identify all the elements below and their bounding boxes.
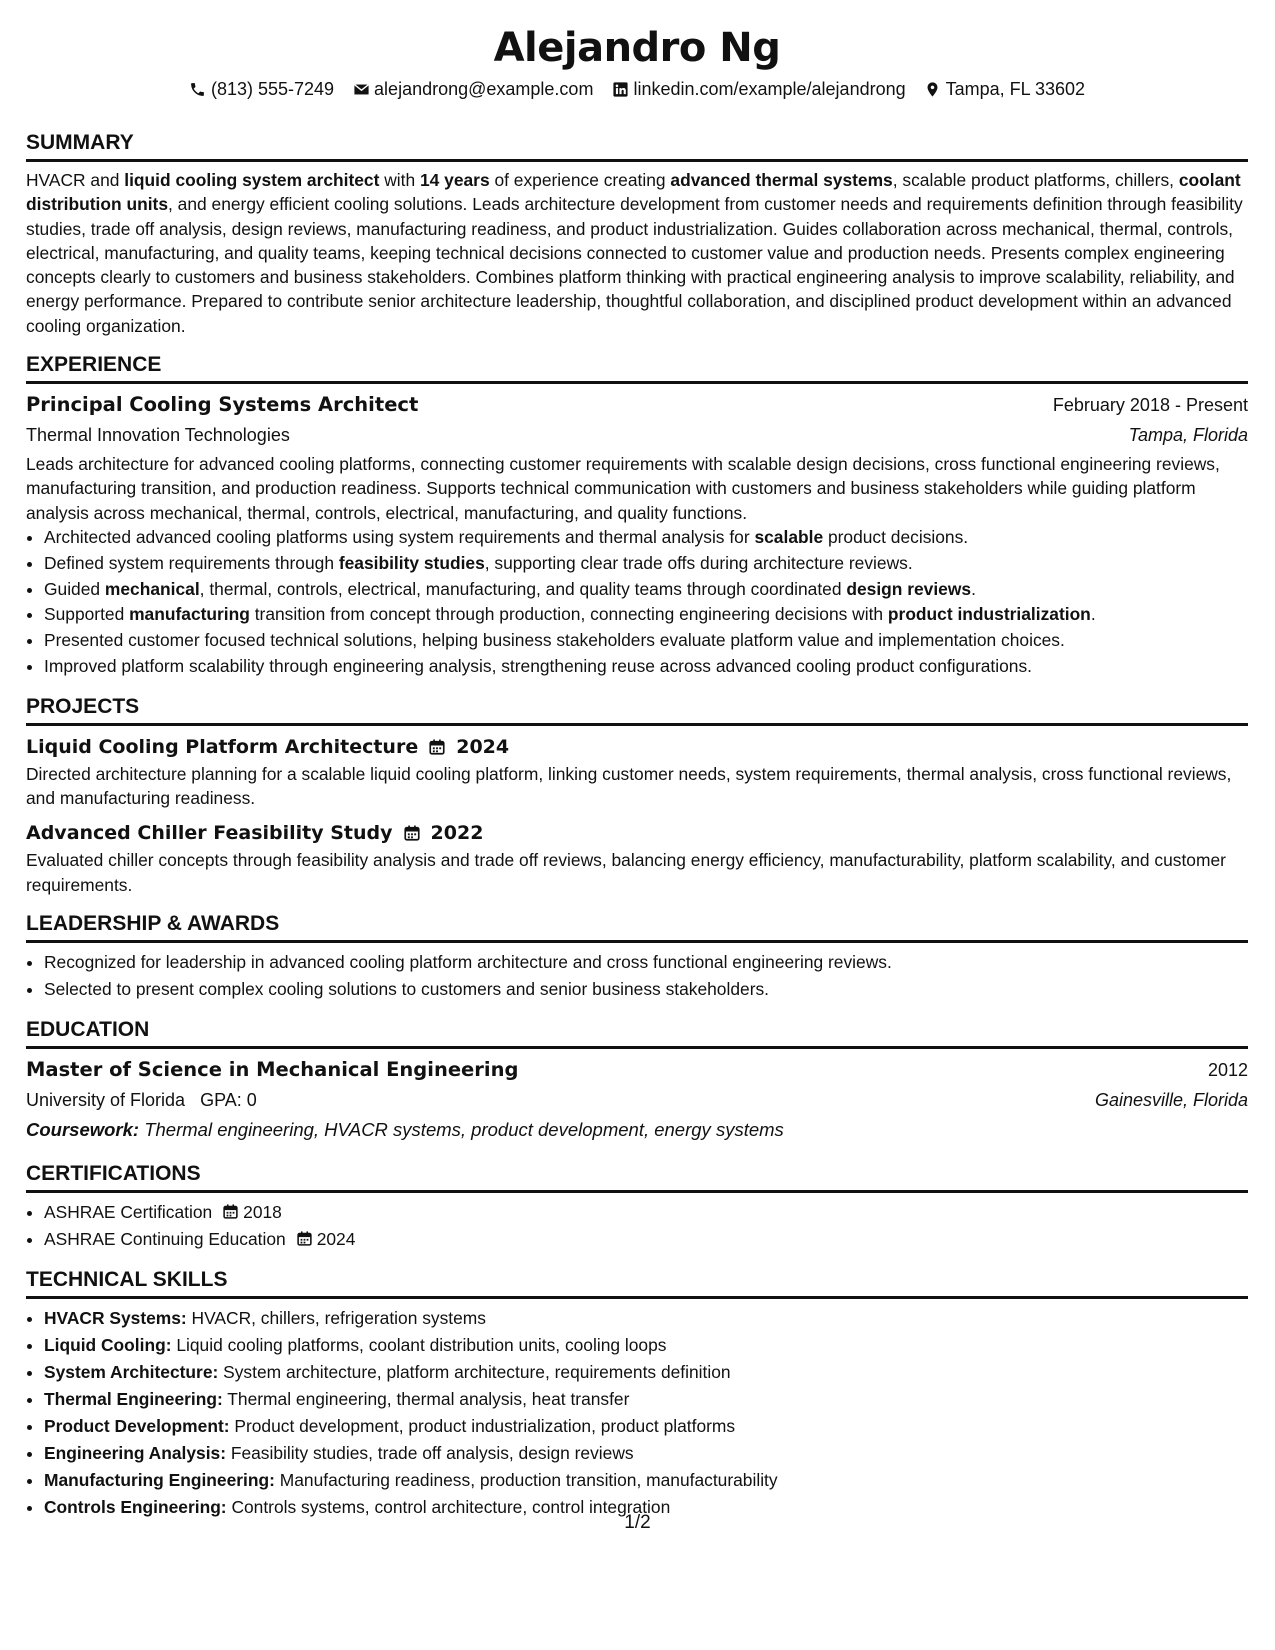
contact-phone bbox=[189, 76, 334, 102]
certification-name: ASHRAE Certification bbox=[44, 1201, 213, 1222]
experience-section bbox=[26, 352, 1248, 680]
location-text: Tampa, FL 33602 bbox=[945, 79, 1086, 99]
skill-label: Liquid Cooling: bbox=[44, 1334, 172, 1355]
list-item bbox=[44, 1226, 1248, 1253]
list-item: • Improved platform scalability through engineering analysis, strengthening reuse across advanced cooling product configurations. bbox=[44, 654, 1248, 680]
contact-bar bbox=[26, 76, 1248, 102]
certification-year: 2018 bbox=[243, 1201, 282, 1222]
phone-text: (813) 555-7249 bbox=[210, 79, 335, 99]
projects-section bbox=[26, 694, 1248, 897]
job-bullets bbox=[26, 525, 1248, 680]
section-title: SUMMARY bbox=[26, 130, 1248, 162]
list-item bbox=[44, 1386, 1248, 1413]
summary-text: HVACR and liquid cooling system architect with 14 years of experience creating advanced thermal systems, scalable product platforms, chillers, coolant distribution units, and energy efficient cooling solutions. Leads architecture development from customer needs and requirements definition through feasibility studies, trade off analysis, design reviews, manufacturing readiness, and product industrialization. Guides collaboration across mechanical, thermal, controls, electrical, manufacturing, and quality teams, keeping technical decisions connected to customer value and production needs. Presents complex engineering concepts clearly to customers and business stakeholders. Combines platform thinking with practical engineering analysis to improve scalability, reliability, and energy performance. Prepared to contribute senior architecture leadership, thoughtful collaboration, and disciplined product development within an advanced cooling organization. bbox=[26, 170, 1243, 336]
calendar-icon bbox=[403, 824, 421, 842]
section-title: LEADERSHIP & AWARDS bbox=[26, 911, 1248, 943]
summary-section bbox=[26, 130, 1248, 338]
envelope-icon bbox=[352, 80, 370, 98]
job-subheader bbox=[26, 420, 1248, 450]
list-item: • Recognized for leadership in advanced cooling platform architecture and cross functional engineering reviews. bbox=[44, 949, 1248, 976]
leadership-list bbox=[26, 949, 1248, 1003]
list-item: • Supported manufacturing transition from concept through production, connecting engineering decisions with product industrialization. bbox=[44, 602, 1248, 628]
skill-label: Engineering Analysis: bbox=[44, 1442, 226, 1463]
project-name: Advanced Chiller Feasibility Study bbox=[26, 822, 393, 845]
candidate-name: Alejandro Ng bbox=[493, 25, 781, 71]
project-name: Liquid Cooling Platform Architecture bbox=[26, 735, 419, 758]
list-item bbox=[44, 1413, 1248, 1440]
skill-values: Liquid cooling platforms, coolant distribution units, cooling loops bbox=[171, 1334, 667, 1355]
job-location: Tampa, Florida bbox=[1128, 425, 1248, 446]
contact-linkedin[interactable] bbox=[611, 76, 905, 102]
coursework-text: Thermal engineering, HVACR systems, product development, energy systems bbox=[139, 1118, 784, 1140]
education-section bbox=[26, 1017, 1248, 1145]
project-year: 2024 bbox=[456, 735, 510, 758]
job-description: Leads architecture for advanced cooling platforms, connecting customer requirements with scalable design decisions, cross functional engineering reviews, manufacturing transition, and production readiness. Supports technical communication with customers and business stakeholders while guiding platform analysis across mechanical, thermal, controls, electrical, manufacturing, and quality functions. bbox=[26, 454, 1220, 523]
graduation-year: 2012 bbox=[1207, 1059, 1248, 1080]
list-item bbox=[44, 1332, 1248, 1359]
project-header bbox=[26, 732, 1248, 762]
skill-values: Feasibility studies, trade off analysis, design reviews bbox=[226, 1442, 634, 1463]
education-subheader bbox=[26, 1085, 1248, 1115]
certification-name: ASHRAE Continuing Education bbox=[44, 1228, 286, 1249]
list-item: • Presented customer focused technical solutions, helping business stakeholders evaluate platform value and implementation choices. bbox=[44, 628, 1248, 654]
skill-values: System architecture, platform architecture, requirements definition bbox=[218, 1361, 731, 1382]
list-item: • Defined system requirements through feasibility studies, supporting clear trade offs during architecture reviews. bbox=[44, 551, 1248, 577]
skill-values: Thermal engineering, thermal analysis, heat transfer bbox=[222, 1388, 630, 1409]
degree: Master of Science in Mechanical Engineering bbox=[26, 1057, 519, 1081]
certification-list bbox=[26, 1199, 1248, 1253]
list-item bbox=[44, 1467, 1248, 1494]
list-item bbox=[44, 1440, 1248, 1467]
list-item: • Selected to present complex cooling solutions to customers and senior business stakeholders. bbox=[44, 976, 1248, 1003]
section-title: EXPERIENCE bbox=[26, 352, 1248, 384]
skill-label: Thermal Engineering: bbox=[44, 1388, 223, 1409]
skill-label: HVACR Systems: bbox=[44, 1307, 187, 1328]
resume-page bbox=[26, 20, 1248, 1521]
certifications-section bbox=[26, 1161, 1248, 1253]
list-item bbox=[44, 1305, 1248, 1332]
school-info bbox=[26, 1085, 257, 1115]
list-item: • Guided mechanical, thermal, controls, electrical, manufacturing, and quality teams through coordinated design reviews. bbox=[44, 577, 1248, 603]
linkedin-icon bbox=[611, 80, 629, 98]
gpa: GPA: 0 bbox=[200, 1089, 257, 1110]
job-header bbox=[26, 390, 1248, 420]
skill-values: Manufacturing readiness, production transition, manufacturability bbox=[274, 1469, 778, 1490]
phone-icon bbox=[189, 80, 207, 98]
coursework-label: Coursework: bbox=[26, 1118, 140, 1140]
skill-values: Product development, product industrialization, product platforms bbox=[229, 1415, 736, 1436]
school-name: University of Florida bbox=[26, 1089, 186, 1110]
skill-label: System Architecture: bbox=[44, 1361, 219, 1382]
section-title: CERTIFICATIONS bbox=[26, 1161, 1248, 1193]
coursework bbox=[26, 1115, 1248, 1145]
project-year: 2022 bbox=[430, 822, 484, 845]
job-dates: February 2018 - Present bbox=[1052, 395, 1248, 416]
contact-email[interactable] bbox=[352, 76, 593, 102]
linkedin-text[interactable]: linkedin.com/example/alejandrong bbox=[633, 79, 906, 99]
job-title: Principal Cooling Systems Architect bbox=[26, 393, 419, 417]
skill-values: HVACR, chillers, refrigeration systems bbox=[186, 1307, 486, 1328]
contact-location bbox=[924, 76, 1085, 102]
project-header bbox=[26, 818, 1248, 848]
skill-label: Product Development: bbox=[44, 1415, 230, 1436]
list-item bbox=[44, 1359, 1248, 1386]
page-number: 1/2 bbox=[624, 1512, 651, 1533]
section-title: TECHNICAL SKILLS bbox=[26, 1267, 1248, 1299]
calendar-icon bbox=[296, 1230, 313, 1247]
list-item bbox=[44, 1199, 1248, 1226]
section-title: EDUCATION bbox=[26, 1017, 1248, 1049]
email-text[interactable]: alejandrong@example.com bbox=[374, 79, 594, 99]
map-pin-icon bbox=[924, 80, 942, 98]
skill-label: Manufacturing Engineering: bbox=[44, 1469, 275, 1490]
section-title: PROJECTS bbox=[26, 694, 1248, 726]
calendar-icon bbox=[222, 1203, 239, 1220]
school-location: Gainesville, Florida bbox=[1094, 1089, 1248, 1110]
project-description: Directed architecture planning for a scalable liquid cooling platform, linking customer needs, system requirements, thermal analysis, cross functional reviews, and manufacturing readiness. bbox=[26, 763, 1232, 809]
education-header bbox=[26, 1055, 1248, 1085]
skill-label: Controls Engineering: bbox=[44, 1496, 227, 1517]
skills-list bbox=[26, 1305, 1248, 1521]
calendar-icon bbox=[428, 738, 446, 756]
skills-section bbox=[26, 1267, 1248, 1521]
list-item: • Architected advanced cooling platforms using system requirements and thermal analysis for scalable product decisions. bbox=[44, 525, 1248, 551]
job-company: Thermal Innovation Technologies bbox=[26, 425, 290, 446]
leadership-section bbox=[26, 911, 1248, 1003]
skill-values: Controls systems, control architecture, control integration bbox=[226, 1496, 671, 1517]
project-description: Evaluated chiller concepts through feasibility analysis and trade off reviews, balancing energy efficiency, manufacturability, platform scalability, and customer requirements. bbox=[26, 850, 1226, 895]
certification-year: 2024 bbox=[316, 1228, 356, 1249]
